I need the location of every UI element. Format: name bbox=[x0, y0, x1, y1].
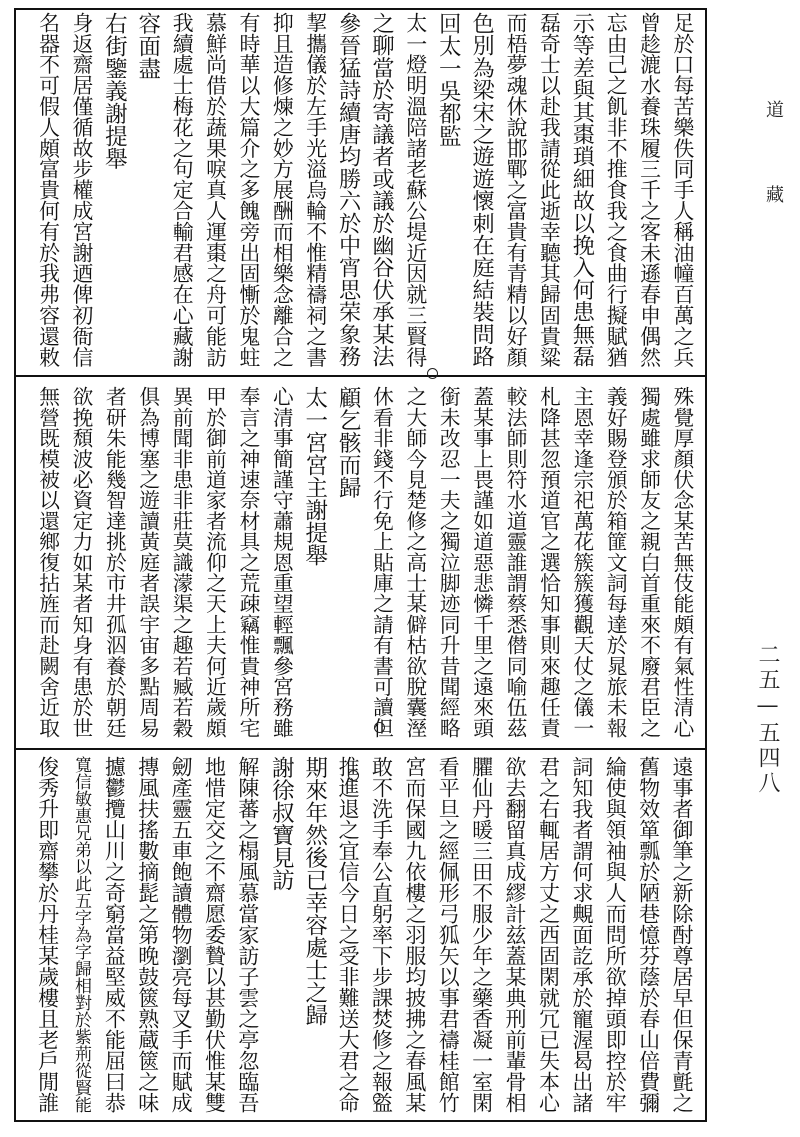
register-divider-1 bbox=[16, 375, 705, 377]
text-column: 右街鑒義謝提舉 bbox=[101, 12, 128, 170]
text-column: 札降甚忽預道官之選恰知事則來趣任責 bbox=[536, 386, 561, 738]
text-column: 解陳蕃之榻風慕當家訪子雲之亭忽臨吾 bbox=[235, 756, 260, 1113]
text-column: 舊物效箪瓢於陋巷憶芬蔭於春山倍費彌 bbox=[636, 756, 661, 1113]
text-column: 名器不可假人頗富貴何有於我弗容還敕 bbox=[35, 12, 60, 368]
text-column: 較法師則符水道靈誰謂蔡悉僣同喻伍茲 bbox=[503, 386, 528, 738]
text-column: 俊秀升即齋攀於丹桂某歲樓且老戶閒誰 bbox=[35, 756, 60, 1113]
text-register-middle bbox=[30, 386, 698, 742]
text-column: 顧乞骸而歸 bbox=[335, 386, 362, 499]
text-column: 地惜定交之不齋愿委贄以甚勤伏惟某雙 bbox=[202, 756, 227, 1113]
text-column: 摶風扶搖數摘髭之第晚鼓篋熟蔵篋之味 bbox=[135, 756, 160, 1113]
text-column: 休看非錢不行免上貼庫之請有書可讀但 bbox=[369, 386, 394, 738]
text-column: 足於口每苦樂佚同手人稱油幢百萬之兵 bbox=[670, 12, 694, 368]
text-column: 之聊當於寄議者或議於幽谷伏承某法 bbox=[368, 12, 395, 368]
text-column: 曾趁漉水養珠履三千之客未遜春申偶然 bbox=[636, 12, 661, 368]
text-column: 太一燈明溫陪諸老蘇公堤近因就三賢得 bbox=[402, 12, 427, 368]
text-column: 主恩幸逢宗祀萬花簇簇獲觀天仗之儀一 bbox=[569, 386, 594, 738]
section-mark-circle bbox=[373, 1093, 384, 1104]
text-column: 劒產靈五車飽讀體物瀏亮每叉手而賦成 bbox=[169, 756, 194, 1113]
text-column: 綸使與領袖與人而問所欲掉頭即控於牢 bbox=[603, 756, 628, 1113]
text-register-top bbox=[30, 12, 698, 372]
section-mark-circle bbox=[374, 722, 385, 733]
text-column: 無營既模被以還鄉復拈旌而赴闕舍近取 bbox=[35, 386, 60, 738]
text-column: 忘由己之飢非不推食我之食曲行擬賦猶 bbox=[603, 12, 628, 368]
text-column: 奉言之神速奈材具之荒疎竊惟貴神所宅 bbox=[235, 386, 260, 738]
section-mark-circle bbox=[348, 770, 359, 781]
text-column: 銜未改忍一夫之獨泣脚迹同升昔聞經略 bbox=[436, 386, 461, 738]
text-column: 臞仙丹暖三田不服少年之藥香凝一室閑 bbox=[469, 756, 494, 1113]
text-column: 心清事簡謹守蕭規恩重望輕飄參宮務雖 bbox=[269, 386, 294, 738]
text-column: 詞知我者謂何求覥面訖承於寵渥曷出諸 bbox=[569, 756, 594, 1113]
text-column: 磊奇士以赴我請從此逝幸聽其歸固貴粱 bbox=[536, 12, 561, 368]
text-column: 蓋某事上畏謹如道惡悲憐千里之遠來頭 bbox=[469, 386, 494, 738]
text-column: 俱為博塞之遊讀黃庭者誤宇宙多點周易 bbox=[135, 386, 160, 738]
text-column: 遠事者御筆之新除酎尊居早但保青氈之 bbox=[670, 756, 694, 1113]
text-column: 欲去翻留真成繆計兹蓋某典刑前輩骨相 bbox=[503, 756, 528, 1113]
text-register-bottom bbox=[30, 756, 698, 1118]
text-column: 寬信敏惠兄弟以此五字為字歸相對於紫荊從賢能 bbox=[70, 756, 91, 1113]
text-column: 甲於御前道家者流仰之天上夫何近歲頗 bbox=[202, 386, 227, 738]
text-column: 期來年然後已幸容處士之歸 bbox=[301, 756, 328, 1026]
text-column: 我續處士梅花之句定合輸君感在心藏謝 bbox=[169, 12, 194, 368]
text-column: 推進退之宜信今日之受非難送大君之命 bbox=[336, 756, 361, 1113]
text-column: 示等差與其棗瑣細故以挽入何患無磊 bbox=[568, 12, 595, 368]
text-column: 攄鬱攬山川之奇窮當益堅威不能屈曰恭 bbox=[102, 756, 127, 1113]
text-column: 宮而保國九依樓之羽服均披拂之春風某 bbox=[402, 756, 427, 1113]
page-number: 二五—五四八 bbox=[755, 643, 780, 796]
text-column: 慕鮮尚借於蔬果唳真人運棗之舟可能訪 bbox=[202, 12, 227, 368]
text-column: 者研朱能幾智達挑於市井孤泅養於朝廷 bbox=[102, 386, 127, 738]
collection-title-char-1: 道 bbox=[763, 100, 784, 118]
text-column: 異前聞非患非莊莫識濛渠之趣若臧若穀 bbox=[169, 386, 194, 738]
collection-title-char-2: 藏 bbox=[763, 185, 784, 203]
text-column: 挈攜儀於左手光溢烏輪不惟精禱祠之書 bbox=[302, 12, 327, 368]
text-column: 之大師今見楚修之高士某僻枯欲脫囊溼 bbox=[402, 386, 427, 738]
text-column: 殊覺厚顏伏念某苦無伎能頗有氣性清心 bbox=[670, 386, 694, 738]
text-column: 義好賜登頒於箱篚文詞每達於晁旅未報 bbox=[603, 386, 628, 738]
text-column: 回太一吳都監 bbox=[435, 12, 462, 147]
text-column: 參晉猛詩續唐均勝六於中宵思荣象務 bbox=[335, 12, 362, 368]
text-column: 身返齋居僅循故步權成宮謝迺俾初衙信 bbox=[68, 12, 93, 368]
text-column: 敢不洗手奉公直躬率下步課焚修之報益 bbox=[369, 756, 394, 1113]
text-column: 欲挽頹波必資定力如某者知身有患於世 bbox=[68, 386, 93, 738]
text-column: 看平旦之經佩形弓狐矢以事君禱桂館竹 bbox=[436, 756, 461, 1113]
register-divider-2 bbox=[16, 748, 705, 750]
text-column: 而梧夢魂休說邯鄲之富貴有青精以好顏 bbox=[503, 12, 528, 368]
text-column: 有時華以大篇介之多餽旁出固慚於鬼蛀 bbox=[235, 12, 260, 368]
text-column: 君之右輒居方丈之西固閑就冗已失本心 bbox=[536, 756, 561, 1113]
text-column: 抑且造修煉之妙方展酬而相樂念離合之 bbox=[269, 12, 294, 368]
text-column: 獨處雖求師友之親白首重來不廢君臣之 bbox=[636, 386, 661, 738]
text-column: 太一宮宮主謝提舉 bbox=[301, 386, 328, 566]
text-column: 色別為梁宋之遊遊懷刺在庭結裝問路 bbox=[468, 12, 495, 368]
section-mark-circle bbox=[427, 368, 438, 379]
text-column: 謝徐叔寶見訪 bbox=[268, 756, 295, 891]
text-column: 容面盡 bbox=[134, 12, 161, 80]
